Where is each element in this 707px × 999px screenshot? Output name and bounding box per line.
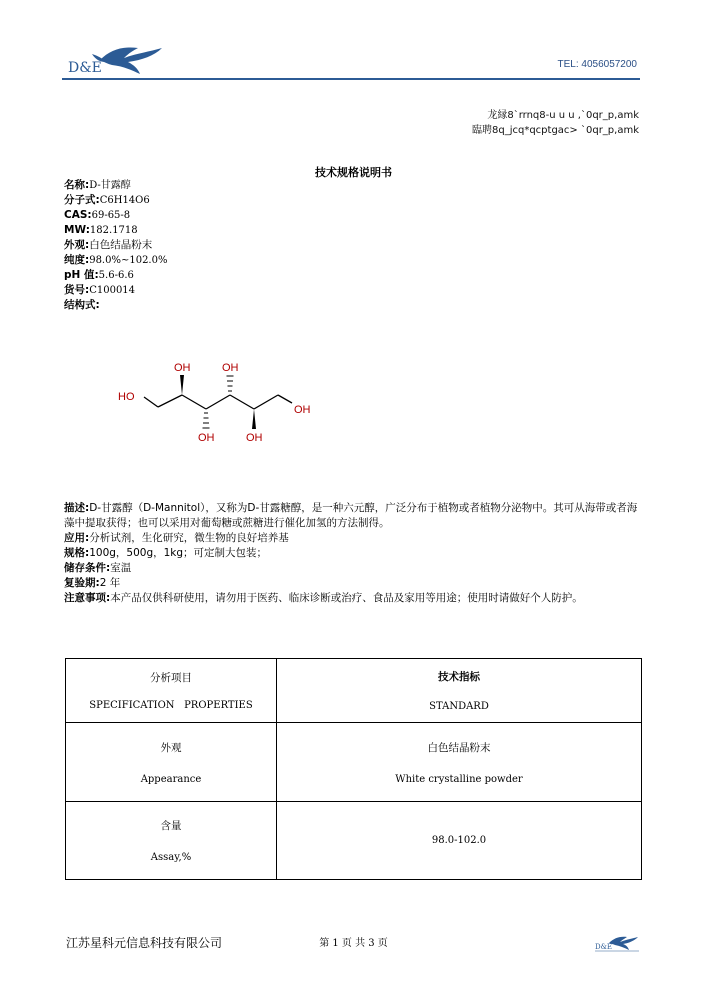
header-item-zh: 分析项目: [150, 672, 192, 684]
row-item-zh: 外观: [160, 741, 182, 754]
header-rule: [62, 78, 640, 80]
field-formula: 分子式:C6H14O6: [64, 194, 150, 206]
contact-line-1: 龙縁8`rrnq8-u u u ,`0qr_p,amk: [487, 110, 639, 121]
table-row: [66, 723, 642, 802]
specification-table: [65, 658, 642, 880]
field-appearance: 外观:白色结晶粉末: [64, 239, 153, 251]
field-name: 名称:D-甘露醇: [64, 179, 131, 191]
notice: 注意事项:本产品仅供科研使用，请勿用于医药、临床诊断或治疗、食品及家用等用途；使用时请做好个人防护。: [64, 592, 583, 604]
footer-company: 江苏星科元信息科技有限公司: [66, 936, 223, 950]
description: 描述:D-甘露醇（D-Mannitol），又称为D-甘露糖醇，是一种六元醇，广泛分布于植物或者植物分泌物中。其可从海带或者海藻中提取获得；也可以采用对葡萄糖或蔗糖进行催化加氢的方法制得。: [64, 502, 638, 529]
field-structure: 结构式:: [64, 299, 100, 311]
label-oh-4: OH: [222, 362, 239, 374]
storage-conditions: 储存条件:室温: [64, 562, 132, 574]
row-standard-zh: 白色结晶粉末: [427, 741, 491, 754]
row-item-en: Appearance: [140, 773, 202, 785]
document-title: 技术规格说明书: [315, 166, 392, 179]
label-oh-right: OH: [294, 404, 311, 416]
page-number: 第 1 页 共 3 页: [319, 938, 388, 949]
svg-text:D&E: D&E: [595, 943, 612, 951]
row-standard-en: White crystalline powder: [395, 773, 523, 785]
row-item-en: Assay,%: [150, 852, 192, 863]
header-item-cell: [66, 659, 277, 723]
table-header-row: [66, 659, 642, 723]
retest-period: 复验期:2 年: [64, 577, 121, 589]
product-fields: [64, 178, 167, 313]
field-catalog-no: 货号:C100014: [64, 284, 136, 296]
table-row: [66, 802, 642, 880]
header-standard-cell: [277, 659, 642, 723]
company-logo: [62, 38, 172, 90]
description-block: [64, 501, 642, 606]
field-ph: pH 值:5.6-6.6: [64, 269, 134, 281]
application: 应用:分析试剂，生化研究，微生物的良好培养基: [64, 532, 289, 544]
structure-formula: [110, 355, 330, 455]
row-item-cell: [66, 802, 277, 880]
label-oh-5: OH: [246, 432, 263, 444]
row-standard-cell: [277, 723, 642, 802]
label-oh-3: OH: [198, 432, 215, 444]
header-item-en: SPECIFICATION PROPERTIES: [89, 700, 253, 711]
row-standard-value: 98.0-102.0: [431, 835, 487, 846]
contact-line-2: 臨聘8q_jcq*qcptgac> `0qr_p,amk: [472, 125, 639, 136]
logo-text: D&E: [68, 60, 102, 76]
header-standard-zh: 技术指标: [438, 671, 480, 683]
specifications: 规格:100g，500g，1kg；可定制大包装；: [64, 547, 268, 559]
header-standard-en: STANDARD: [429, 701, 489, 712]
field-cas: CAS:69-65-8: [64, 209, 131, 221]
row-item-cell: [66, 723, 277, 802]
row-item-zh: 含量: [160, 820, 182, 832]
telephone: TEL: 4056057200: [557, 59, 637, 70]
field-purity: 纯度:98.0%~102.0%: [64, 254, 168, 266]
label-oh-2: OH: [174, 362, 191, 374]
footer-logo: [593, 933, 641, 957]
field-mw: MW:182.1718: [64, 224, 138, 236]
label-ho-left: HO: [118, 391, 135, 403]
row-standard-cell: [277, 802, 642, 880]
